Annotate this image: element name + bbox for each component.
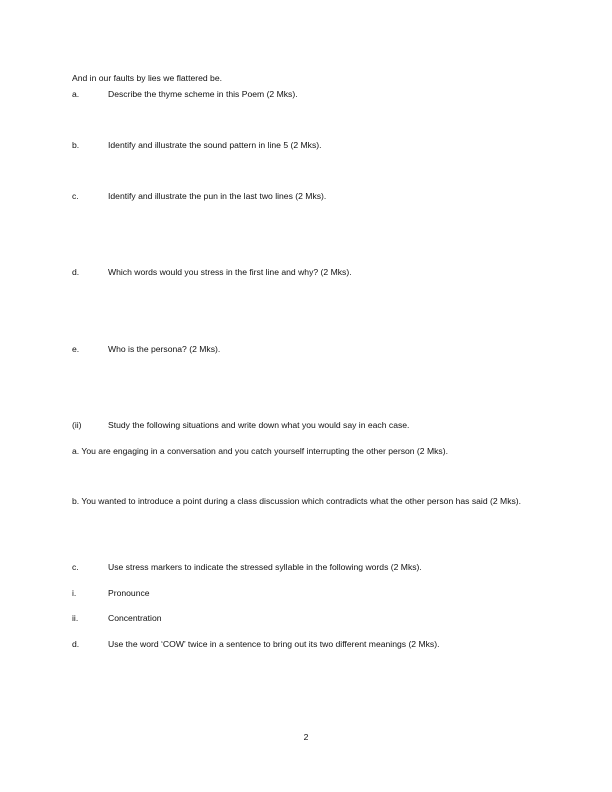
situation-d-text: Use the word ‘COW’ twice in a sentence to bring out its two different meanings (2 Mks). [108, 639, 440, 649]
question-d-label: d. [72, 267, 80, 277]
word-item-text: Concentration [108, 613, 162, 623]
question-e-label: e. [72, 344, 80, 354]
word-item-text: Pronounce [108, 588, 150, 598]
poem-closing-line: And in our faults by lies we flattered be. [72, 73, 222, 83]
situation-a: a. You are engaging in a conversation and you catch yourself interrupting the other person (2 Mks). [72, 446, 448, 456]
question-d-text: Which words would you stress in the first line and why? (2 Mks). [108, 267, 352, 277]
situation-c-text: Use stress markers to indicate the stressed syllable in the following words (2 Mks). [108, 562, 422, 572]
section-ii-label: (ii) [72, 420, 82, 430]
question-a-text: Describe the thyme scheme in this Poem (2 Mks). [108, 89, 298, 99]
question-e-text: Who is the persona? (2 Mks). [108, 344, 221, 354]
word-item-label: ii. [72, 613, 79, 623]
situation-c-label: c. [72, 562, 79, 572]
section-ii-instruction: Study the following situations and write down what you would say in each case. [108, 420, 410, 430]
question-b-label: b. [72, 140, 80, 150]
situation-b: b. You wanted to introduce a point during a class discussion which contradicts what the other person has said (2 Mks). [72, 496, 522, 506]
question-b-text: Identify and illustrate the sound pattern in line 5 (2 Mks). [108, 140, 322, 150]
situation-d-label: d. [72, 639, 80, 649]
page-number: 2 [303, 732, 309, 742]
question-a-label: a. [72, 89, 80, 99]
question-c-label: c. [72, 191, 79, 201]
question-c-text: Identify and illustrate the pun in the last two lines (2 Mks). [108, 191, 327, 201]
word-item-label: i. [72, 588, 77, 598]
